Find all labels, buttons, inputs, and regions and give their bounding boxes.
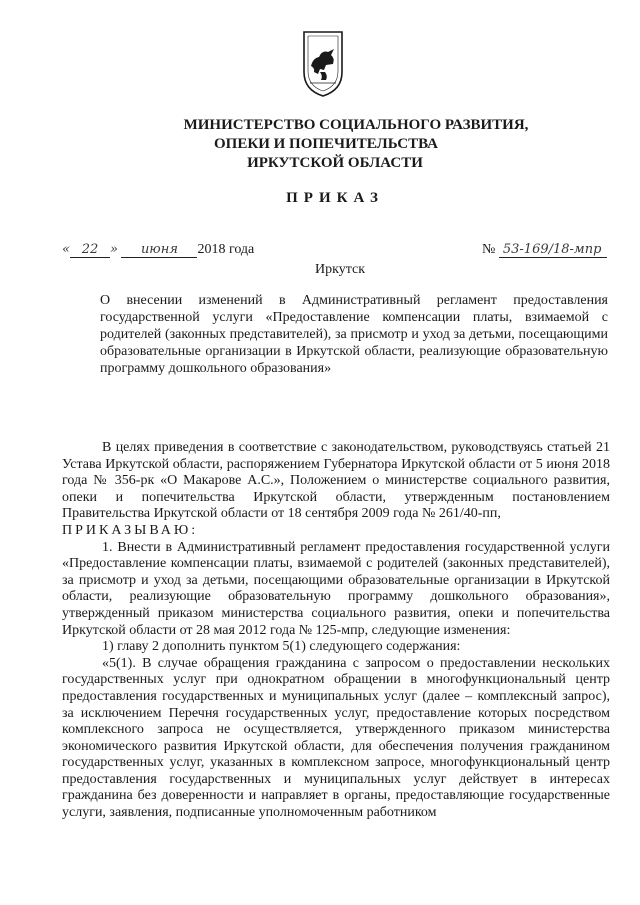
ministry-name-line-1: МИНИСТЕРСТВО СОЦИАЛЬНОГО РАЗВИТИЯ, — [183, 117, 529, 133]
document-date — [62, 242, 254, 258]
document-number — [482, 242, 607, 258]
date-day: 22 — [70, 242, 110, 258]
preamble-paragraph: В целях приведения в соответствие с законодательством, руководствуясь статьей 21 Устава Иркутской области, распоряжением Губернатора Иркутской области от 5 июня 2018 года № 356-рк «О Макарове А.С.», Положением о министерстве социального развития, опеки и попечительства Иркутской области, утвержденным постановлением Правительства Иркутской области от 18 сентября 2009 года № 261/40-пп, — [62, 440, 610, 522]
item-1-1-text-paragraph: «5(1). В случае обращения гражданина с запросом о предоставлении нескольких государственных услуг при однократном обращении в многофункциональный центр предоставления государственных и муниципальных услуг (далее – комплексный запрос), за исключением Перечня государственных услуг, предоставление которых посредством комплексного запроса не осуществляется, утвержденного приказом министерства экономического развития Иркутской области, для обеспечения получения гражданином государственных услуг, указанных в комплексном запросе, многофункциональный центр предоставления государственных и муниципальных услуг действует в интересах гражданина без доверенности и направляет в органы, предоставляющие государственные услуги, заявления, подписанные уполномоченным работником — [62, 655, 610, 821]
item-1-paragraph: 1. Внести в Административный регламент предоставления государственной услуги «Предоставление компенсации платы, взимаемой с родителей (законных представителей), за присмотр и уход за детьми, посещающими образовательные организации в Иркутской области, реализующие образовательную программу дошкольного образования», утвержденный приказом министерства социального развития, опеки и попечительства Иркутской области от 28 мая 2012 года № 125-мпр, следующие изменения: — [62, 539, 610, 638]
ministry-name — [0, 116, 640, 173]
document-body — [62, 440, 610, 822]
ministry-name-line-3: ИРКУТСКОЙ ОБЛАСТИ — [247, 155, 423, 171]
number-value: 53-169/18-мпр — [499, 242, 607, 258]
document-subject: О внесении изменений в Административный регламент предоставления государственной услуги «Предоставление компенсации платы, взимаемой с родителей (законных представителей), за присмотр и уход за детьми, посещающими образовательные организации в Иркутской области, реализующие образовательную программу дошкольного образования» — [100, 293, 608, 376]
date-year: 2018 года — [197, 242, 255, 257]
number-label: № — [482, 242, 496, 257]
item-1-1-paragraph: 1) главу 2 дополнить пунктом 5(1) следующего содержания: — [102, 639, 461, 655]
ministry-name-line-2: ОПЕКИ И ПОПЕЧИТЕЛЬСТВА — [214, 136, 438, 152]
document-type: ПРИКАЗ — [286, 190, 384, 206]
city: Иркутск — [314, 262, 366, 277]
date-open-quote: « — [62, 242, 70, 257]
coat-of-arms-icon — [300, 28, 346, 98]
date-close-quote: » — [109, 242, 118, 257]
orders-heading: ПРИКАЗЫВАЮ: — [62, 522, 199, 538]
date-month: июня — [121, 242, 197, 258]
